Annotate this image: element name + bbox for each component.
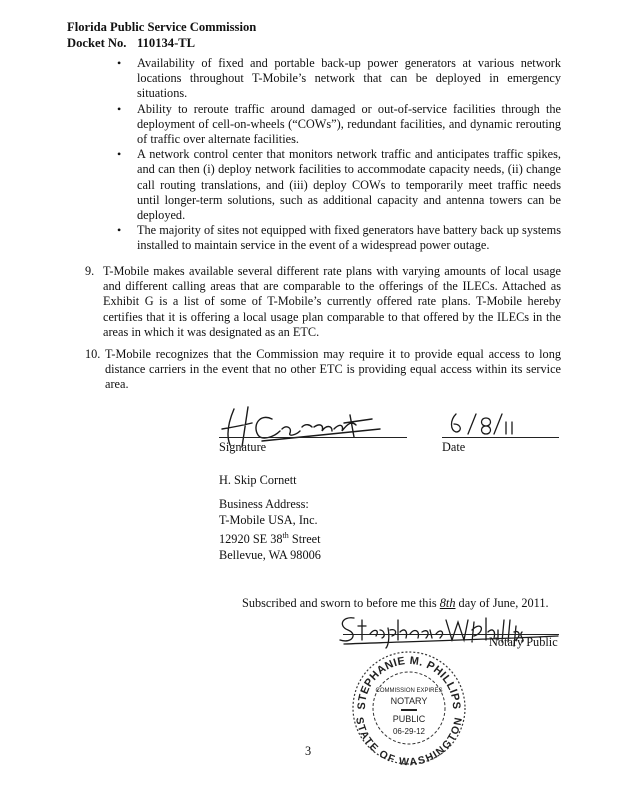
paragraph-text: T-Mobile recognizes that the Commission may require it to provide equal access to long distance carriers in the event that no other ETC is providing equal access within its service area. [105, 347, 561, 392]
signer-name: H. Skip Cornett [219, 473, 297, 487]
seal-name-text: STEPHANIE M. PHILLIPS [355, 654, 463, 710]
page-number: 3 [305, 744, 312, 758]
docket-line [67, 36, 195, 51]
bullet-icon: • [117, 101, 122, 116]
sworn-statement: Subscribed and sworn to before me this 8th day of June, 2011. [242, 596, 549, 610]
signature-line [219, 437, 407, 438]
bullet-item: • A network control center that monitors network traffic and anticipates traffic spikes, and can then (i) deploy network facilities to accommodate capacity needs, (ii) change call routing translations, and (iii) deploy COWs to temporarily meet traffic needs until longer-term solutions, such as additional capacity and antenna towers can be deployed. [117, 147, 561, 223]
paragraph-text: T-Mobile makes available several different rate plans with varying amounts of local usage and different calling areas that are comparable to the offerings of the ILECs. Attached as Exhibit G is a list of some of T-Mobile’s currently offered rate plans. T-Mobile hereby certifies that it is offering a local usage plan comparable to that offered by the ILECs in the areas in which it was designated as an ETC. [103, 264, 561, 339]
handwritten-date [448, 410, 518, 440]
paragraph-9 [85, 264, 561, 340]
commission-title: Florida Public Service Commission [67, 20, 257, 34]
seal-commission-text: COMMISSION EXPIRES [375, 688, 443, 694]
date-line [442, 437, 559, 438]
bullet-item: • The majority of sites not equipped with fixed generators have battery back up systems installed to maintain service in the event of a widespread power outage. [117, 223, 561, 253]
address-label: Business Address: [219, 497, 309, 511]
seal-public-text: PUBLIC [392, 714, 426, 724]
city-state-zip: Bellevue, WA 98006 [219, 547, 321, 562]
docket-number: 110134-TL [137, 36, 196, 50]
bullet-item: • Ability to reroute traffic around damaged or out-of-service facilities through the deployment of cell-on-wheels (“COWs”), redundant facilities, and dynamic rerouting of traffic over alternate facilities. [117, 101, 561, 147]
signature-label: Signature [219, 440, 267, 454]
paragraph-number: 10. [85, 347, 101, 361]
seal-date-text: 06-29-12 [392, 727, 426, 736]
company-name: T-Mobile USA, Inc. [219, 512, 318, 527]
date-label: Date [442, 440, 466, 454]
bullet-icon: • [117, 147, 122, 162]
notary-label: Notary Public [489, 635, 558, 649]
street-address: 12920 SE 38th Street [219, 531, 321, 547]
bullet-icon: • [117, 223, 122, 238]
seal-state-text: STATE OF WASHINGTON [353, 716, 465, 768]
capability-bullet-list [117, 56, 561, 254]
docket-label: Docket No. [67, 36, 127, 50]
business-address [219, 497, 321, 563]
notary-seal [349, 648, 469, 768]
seal-notary-text: NOTARY [390, 696, 428, 706]
paragraph-10 [85, 347, 561, 393]
sworn-day-handwritten: 8th [439, 596, 456, 610]
bullet-icon: • [117, 56, 122, 70]
paragraph-number: 9. [85, 264, 95, 278]
bullet-item: • Availability of fixed and portable back-up power generators at various network locations throughout T-Mobile’s network that can be deployed in emergency situations. [117, 56, 561, 101]
